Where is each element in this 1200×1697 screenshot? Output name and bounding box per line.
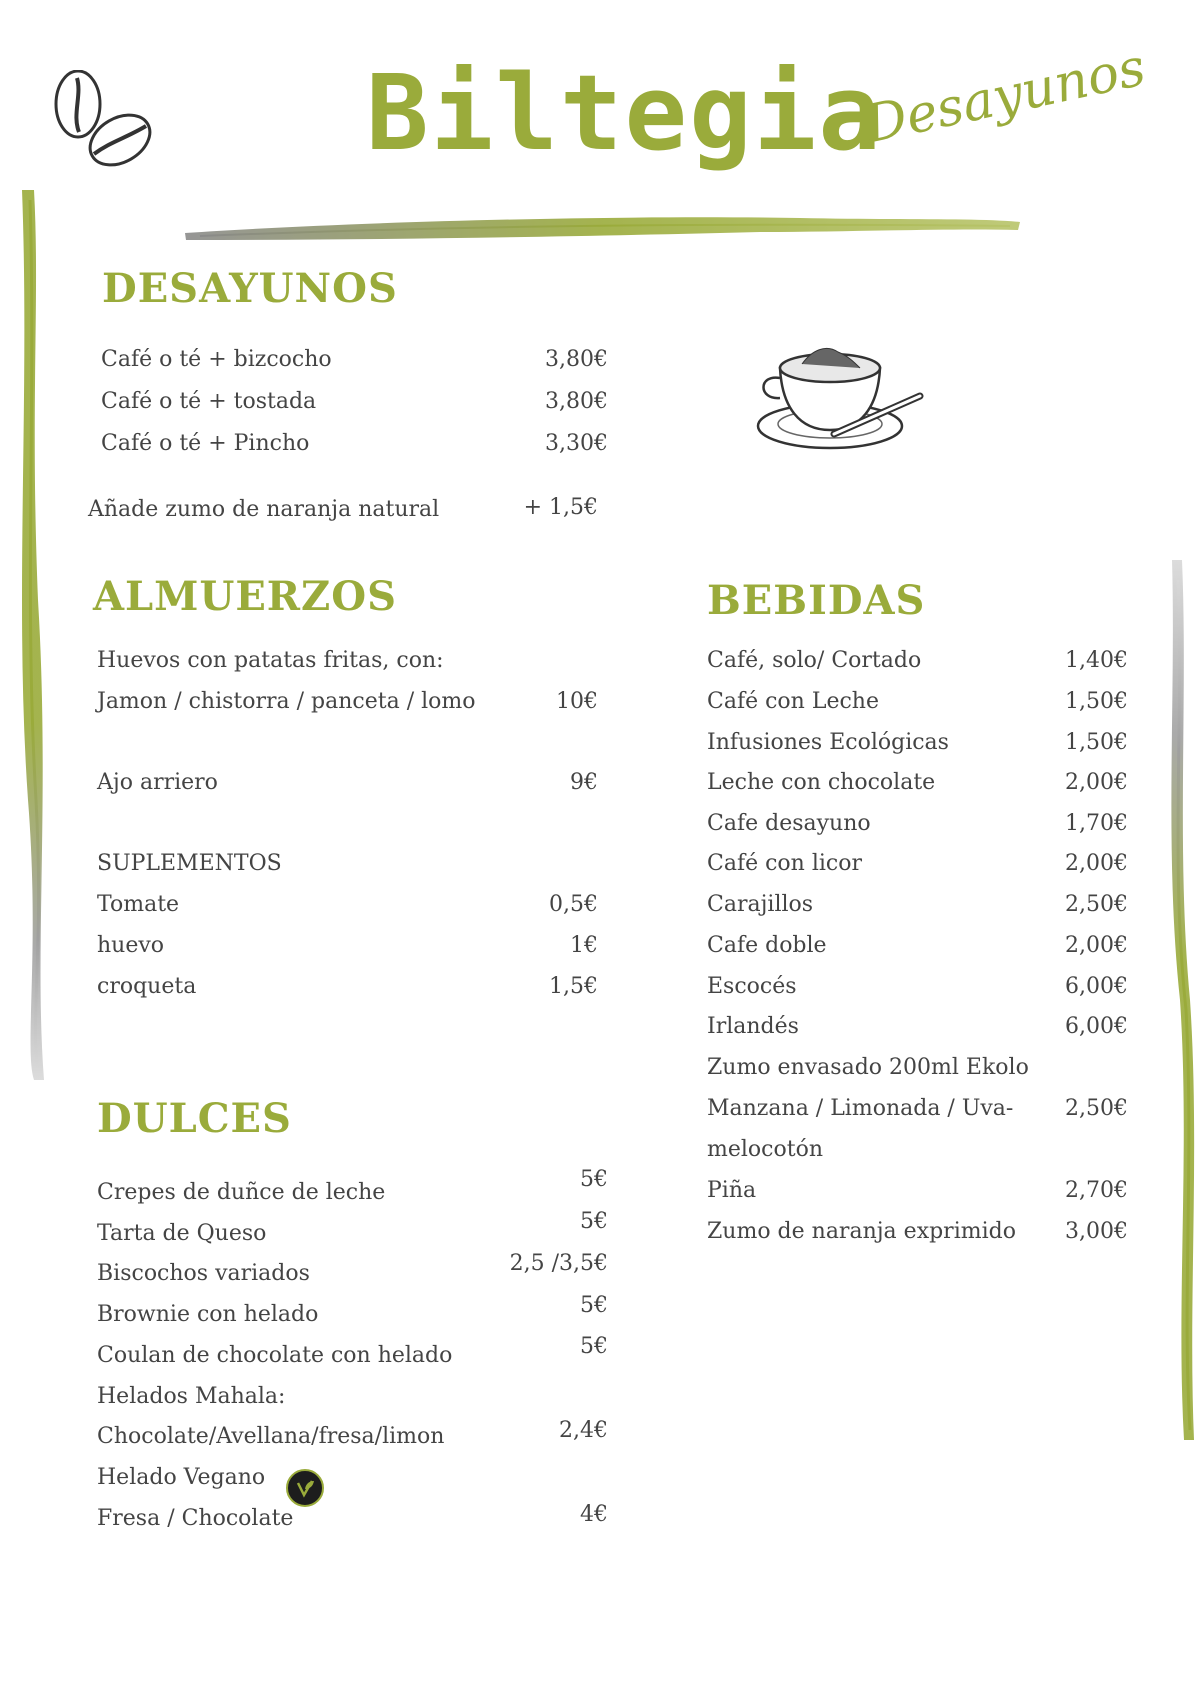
bebidas-heading: BEBIDAS [707, 577, 926, 624]
orange-juice-addon-price: + 1,5€ [523, 495, 598, 520]
zumo-envasado-flavours: Manzana / Limonada / Uva- [707, 1096, 1014, 1121]
bebida-item-price: 1,50€ [1065, 689, 1128, 714]
vegan-leaf-icon [286, 1469, 324, 1507]
zumo-envasado-heading: Zumo envasado 200ml Ekolo [707, 1055, 1029, 1080]
right-brush-stroke [1171, 560, 1194, 1440]
suplemento-price: 1,5€ [549, 974, 598, 999]
suplementos-heading: SUPLEMENTOS [97, 851, 282, 876]
bebida-item-label: Infusiones Ecológicas [707, 730, 949, 755]
bebida-item-label: Café, solo/ Cortado [707, 648, 922, 673]
bebida-item-label: Cafe desayuno [707, 811, 871, 836]
bebida-item-price: 6,00€ [1065, 974, 1128, 999]
almuerzo-intro: Huevos con patatas fritas, con: [97, 648, 444, 673]
almuerzo-item-label: Ajo arriero [97, 770, 218, 795]
bebida-item-price: 1,40€ [1065, 648, 1128, 673]
desayuno-item-label: Café o té + Pincho [101, 431, 310, 456]
almuerzo-item-price: 9€ [570, 770, 598, 795]
dulce-item-price: 5€ [580, 1209, 608, 1234]
suplemento-price: 0,5€ [549, 892, 598, 917]
bebida-item-price: 3,00€ [1065, 1219, 1128, 1244]
desayuno-item-label: Café o té + bizcocho [101, 347, 332, 372]
zumo-envasado-price: 2,50€ [1065, 1096, 1128, 1121]
suplemento-label: croqueta [97, 974, 197, 999]
helados-price: 2,4€ [559, 1418, 608, 1443]
bebida-item-price: 2,00€ [1065, 851, 1128, 876]
almuerzo-item-price: 10€ [556, 689, 598, 714]
bebida-item-label: Irlandés [707, 1014, 799, 1039]
almuerzo-item-label: Jamon / chistorra / panceta / lomo [97, 689, 476, 714]
suplemento-price: 1€ [570, 933, 598, 958]
zumo-envasado-flavours-cont: melocotón [707, 1137, 823, 1162]
dulce-item-price: 2,5 /3,5€ [509, 1251, 608, 1276]
bebida-item-price: 6,00€ [1065, 1014, 1128, 1039]
bebida-item-price: 1,50€ [1065, 730, 1128, 755]
restaurant-title: Biltegia [366, 52, 883, 174]
dulces-heading: DULCES [97, 1095, 292, 1142]
coffee-cup-illustration [750, 338, 930, 458]
dulce-item-label: Brownie con helado [97, 1302, 319, 1327]
helados-heading: Helados Mahala: [97, 1384, 286, 1409]
almuerzos-heading: ALMUERZOS [93, 573, 397, 620]
bebida-item-label: Piña [707, 1178, 757, 1203]
desayunos-heading: DESAYUNOS [102, 265, 398, 312]
bebida-item-label: Carajillos [707, 892, 814, 917]
bebida-item-price: 2,00€ [1065, 770, 1128, 795]
bebida-item-label: Leche con chocolate [707, 770, 936, 795]
bebida-item-price: 1,70€ [1065, 811, 1128, 836]
dulce-item-label: Crepes de duñce de leche [97, 1180, 386, 1205]
helado-vegano-heading: Helado Vegano [97, 1465, 266, 1490]
dulce-item-price: 5€ [580, 1293, 608, 1318]
helado-vegano-price: 4€ [580, 1502, 608, 1527]
dulce-item-price: 5€ [580, 1167, 608, 1192]
bebida-item-label: Café con licor [707, 851, 862, 876]
coffee-beans-icon [50, 70, 155, 170]
menu-subtitle: Desayunos [859, 37, 1151, 156]
helado-vegano-flavours-label: Fresa / Chocolate [97, 1506, 294, 1531]
bebida-item-label: Escocés [707, 974, 797, 999]
bebida-item-price: 2,50€ [1065, 892, 1128, 917]
bebida-item-label: Café con Leche [707, 689, 879, 714]
desayuno-item-price: 3,30€ [545, 431, 608, 456]
bebida-item-price: 2,00€ [1065, 933, 1128, 958]
bebida-item-price: 2,70€ [1065, 1178, 1128, 1203]
bebida-item-label: Zumo de naranja exprimido [707, 1219, 1016, 1244]
dulce-item-label: Coulan de chocolate con helado [97, 1343, 453, 1368]
helados-flavours-label: Chocolate/Avellana/fresa/limon [97, 1424, 445, 1449]
desayuno-item-price: 3,80€ [545, 389, 608, 414]
desayuno-item-label: Café o té + tostada [101, 389, 317, 414]
dulce-item-label: Biscochos variados [97, 1261, 310, 1286]
dulce-item-label: Tarta de Queso [97, 1221, 267, 1246]
orange-juice-addon-label: Añade zumo de naranja natural [88, 497, 440, 522]
top-brush-stroke [185, 217, 1020, 240]
suplemento-label: huevo [97, 933, 165, 958]
desayuno-item-price: 3,80€ [545, 347, 608, 372]
bebida-item-label: Cafe doble [707, 933, 827, 958]
suplemento-label: Tomate [97, 892, 180, 917]
dulce-item-price: 5€ [580, 1334, 608, 1359]
